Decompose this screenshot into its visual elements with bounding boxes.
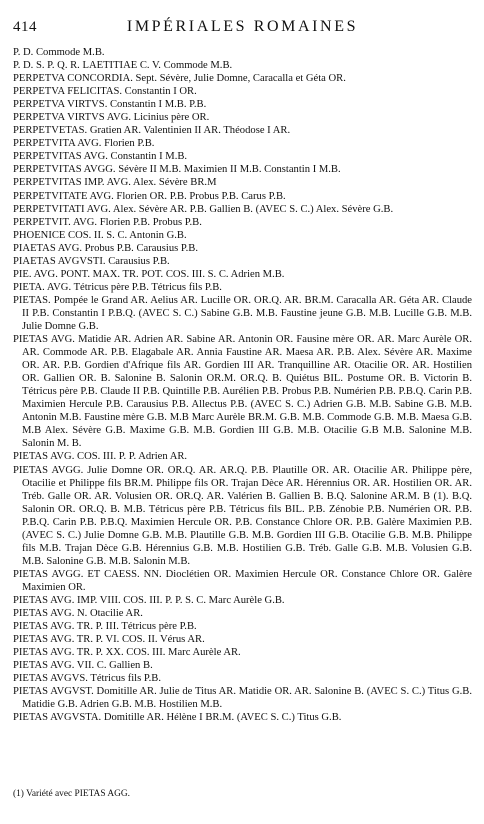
legend-entry: PIETAS AVG. N. Otacilie AR. bbox=[13, 608, 143, 620]
legend-entry: PHOENICE COS. II. S. C. Antonin G.B. bbox=[13, 229, 187, 241]
legend-entry: PIE. AVG. PONT. MAX. TR. POT. COS. III. S. C. Adrien M.B. bbox=[13, 268, 285, 280]
legend-entry: PIETAS AVG. COS. III. P. P. Adrien AR. bbox=[13, 451, 188, 463]
legend-entry: PERPETVITATI AVG. Alex. Sévère AR. P.B. Gallien B. (AVEC S. C.) Alex. Sévère G.B. bbox=[13, 203, 394, 215]
legend-entry: PIETAS AVG. Matidie AR. Adrien AR. Sabine AR. Antonin OR. Fausine mère OR. AR. Marc Aurèle OR. AR. Commode AR. P.B. Elagabale AR. Annia Faustine AR. Maesa AR. P.B. Alex. Sévère AR. Maxime OR. AR. P.B. Gordien d'Afrique fils AR. Gordien III AR. Tranquilline AR. Otacilie OR. AR. Hostilien OR. Gallien OR. B. Salonine B. Salonin OR.M. OR.Q. B. Quiétus BIL. Postume OR. B. Victorin B. Tétricus père P.B. Claude II P.B. Quintille P.B. Aurélien P.B. Probus P.B. Numérien P.B. P.B.Q. Carin P.B. Maximien Hercule P.B. Carausius P.B. Allectus P.B. (AVEC S. C.) Adrien G.B. M.B. Sabine G.B. M.B. Antonin M.B. Faustine mère G.B. M.B Marc Aurèle BR.M. G.B. M.B. Commode G.B. M.B. Maesa G.B. M.B Alex. Sévère G.B. Maxime G.B. M.B. Gordien III G.B. M.B. Otacilie G.B M.B. Salonine M.B. Salonin M. B. bbox=[13, 334, 472, 450]
legend-entry: PERPETVITATE AVG. Florien OR. P.B. Probus P.B. Carus P.B. bbox=[13, 190, 286, 202]
legend-entry: PIETAS AVG. TR. P. XX. COS. III. Marc Aurèle AR. bbox=[13, 647, 241, 659]
legend-entry: PIETAS AVGVST. Domitille AR. Julie de Titus AR. Matidie OR. AR. Salonine B. (AVEC S. C.) Titus G.B. Matidie G.B. Adrien G.B. M.B. Hostilien M.B. bbox=[13, 686, 472, 711]
legend-entry: PIAETAS AVGVSTI. Carausius P.B. bbox=[13, 255, 170, 267]
legend-entry: PERPETVA FELICITAS. Constantin I OR. bbox=[13, 86, 197, 98]
legend-entry: PIETAS AVG. TR. P. III. Tétricus père P.B. bbox=[13, 621, 197, 633]
legend-entry: PERPETVITAS AVG. Constantin I M.B. bbox=[13, 151, 188, 163]
legend-entry: PIETAS AVGVSTA. Domitille AR. Hélène I BR.M. (AVEC S. C.) Titus G.B. bbox=[13, 712, 342, 724]
legend-entry: PIETA. AVG. Tétricus père P.B. Tétricus fils P.B. bbox=[13, 281, 222, 293]
legend-entry: PERPETVA VIRTVS. Constantin I M.B. P.B. bbox=[13, 99, 207, 111]
legend-entry: PERPETVA VIRTVS AVG. Licinius père OR. bbox=[13, 112, 210, 124]
legend-entry: PIETAS. Pompée le Grand AR. Aelius AR. Lucille OR. OR.Q. AR. BR.M. Caracalla AR. Géta AR. Claude II P.B. Constantin I P.B.Q. (AVEC S. C.) Sabine G.B. M.B. Faustine jeune G.B. M.B. Lucille G.B. M.B. Julie Domne G.B. bbox=[13, 294, 472, 332]
legend-entry: PERPETVIT. AVG. Florien P.B. Probus P.B. bbox=[13, 216, 202, 228]
legend-entry: PIETAS AVGVS. Tétricus fils P.B. bbox=[13, 673, 161, 685]
legend-entry: PERPETVITAS AVGG. Sévère II M.B. Maximien II M.B. Constantin I M.B. bbox=[13, 164, 341, 176]
legend-entry: PIETAS AVGG. Julie Domne OR. OR.Q. AR. AR.Q. P.B. Plautille OR. AR. Otacilie AR. Philippe père, Otacilie et Philippe fils BR.M. Philippe fils OR. Trajan Dèce AR. Hérennius OR. AR. Hostilien OR. AR. Tréb. Galle OR. AR. Volusien OR. OR.Q. AR. Valérien B. Gallien B. B.Q. Salonine AR.M. B (1). B.Q. Salonin OR. OR.Q. B. M.B. Tétricus père P.B. Tétricus fils BIL. P.B. Zénobie P.B. Numérien OR. P.B. P.B.Q. Carin P.B. P.B.Q. Maximien Hercule OR. P.B. Constance Chlore OR. P.B. Galère Maximien P.B. (AVEC S. C.) Julie Domne G.B. M.B. Plautille G.B. M.B. Gordien III G.B. Otacilie G.B. M.B. Philippe fils M.B. Trajan Dèce G.B. Hérennius G.B. M.B. Hostilien G.B. Tréb. Galle G.B. M.B. Volusien G.B. M.B. Salonine G.B. M.B. Salonin M.B. bbox=[13, 464, 472, 567]
legend-entry: PIAETAS AVG. Probus P.B. Carausius P.B. bbox=[13, 242, 198, 254]
legend-entry: PIETAS AVGG. ET CAESS. NN. Dioclétien OR. Maximien Hercule OR. Constance Chlore OR. Galère Maximien OR. bbox=[13, 568, 472, 593]
legend-entry: PIETAS AVG. IMP. VIII. COS. III. P. P. S. C. Marc Aurèle G.B. bbox=[13, 594, 285, 606]
running-title: IMPÉRIALES ROMAINES bbox=[126, 18, 359, 35]
legend-entry: P. D. Commode M.B. bbox=[13, 47, 105, 58]
legend-entry: PERPETVETAS. Gratien AR. Valentinien II AR. Théodose I AR. bbox=[13, 125, 291, 137]
legend-entry: PERPETVITA AVG. Florien P.B. bbox=[13, 138, 155, 150]
legend-entry: P. D. S. P. Q. R. LAETITIAE C. V. Commode M.B. bbox=[13, 60, 233, 72]
legend-entries bbox=[13, 46, 472, 724]
page-number: 414 bbox=[13, 19, 37, 35]
page-header bbox=[13, 18, 472, 42]
legend-entry: PERPETVA CONCORDIA. Sept. Sévère, Julie Domne, Caracalla et Géta OR. bbox=[13, 73, 346, 85]
footnote: (1) Variété avec PIETAS AGG. bbox=[13, 789, 131, 799]
legend-entry: PERPETVITAS IMP. AVG. Alex. Sévère BR.M bbox=[13, 177, 217, 189]
legend-entry: PIETAS AVG. TR. P. VI. COS. II. Vérus AR. bbox=[13, 634, 205, 646]
legend-entry: PIETAS AVG. VII. C. Gallien B. bbox=[13, 660, 153, 672]
